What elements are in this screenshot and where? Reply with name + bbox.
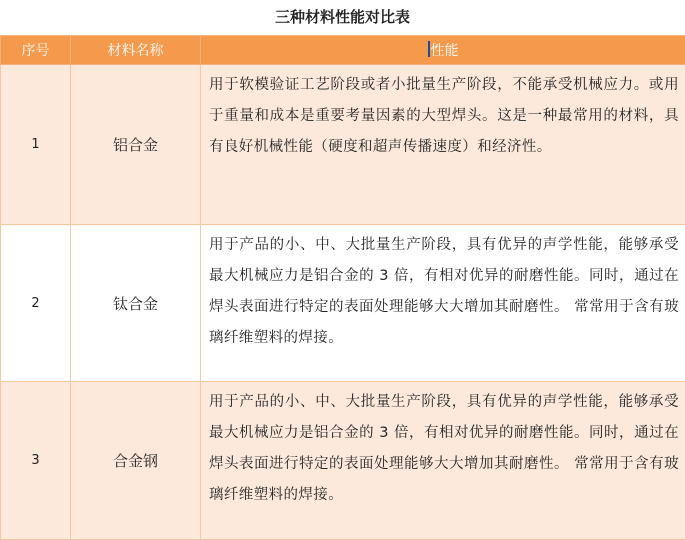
cell-material[interactable]: 合金钢 xyxy=(71,382,201,540)
cell-index[interactable]: 3 xyxy=(1,382,71,540)
cell-index[interactable]: 1 xyxy=(1,65,71,225)
text-cursor xyxy=(428,41,430,57)
cell-material[interactable]: 钛合金 xyxy=(71,225,201,382)
header-performance[interactable] xyxy=(201,36,685,65)
cell-performance[interactable]: 用于产品的小、中、大批量生产阶段，具有优异的声学性能，能够承受最大机械应力是铝合金的 3 倍，有相对优异的耐磨性能。同时，通过在焊头表面进行特定的表面处理能够大大增加其耐磨性。 常常用于含有玻璃纤维塑料的焊接。 xyxy=(201,225,685,382)
cell-index[interactable]: 2 xyxy=(1,225,71,382)
header-row xyxy=(1,36,685,65)
cell-material[interactable]: 铝合金 xyxy=(71,65,201,225)
header-index[interactable]: 序号 xyxy=(1,36,71,65)
comparison-table xyxy=(0,35,685,540)
table-title: 三种材料性能对比表 xyxy=(0,0,685,35)
table-row xyxy=(1,225,685,382)
cell-performance[interactable]: 用于产品的小、中、大批量生产阶段，具有优异的声学性能，能够承受最大机械应力是铝合金的 3 倍，有相对优异的耐磨性能。同时，通过在焊头表面进行特定的表面处理能够大大增加其耐磨性。 常常用于含有玻璃纤维塑料的焊接。 xyxy=(201,382,685,540)
header-performance-label: 性能 xyxy=(431,43,459,59)
header-material[interactable]: 材料名称 xyxy=(71,36,201,65)
table-row xyxy=(1,382,685,540)
cell-performance[interactable]: 用于软模验证工艺阶段或者小批量生产阶段，不能承受机械应力。或用于重量和成本是重要考量因素的大型焊头。这是一种最常用的材料，具有良好机械性能（硬度和超声传播速度）和经济性。 xyxy=(201,65,685,225)
table-row xyxy=(1,65,685,225)
